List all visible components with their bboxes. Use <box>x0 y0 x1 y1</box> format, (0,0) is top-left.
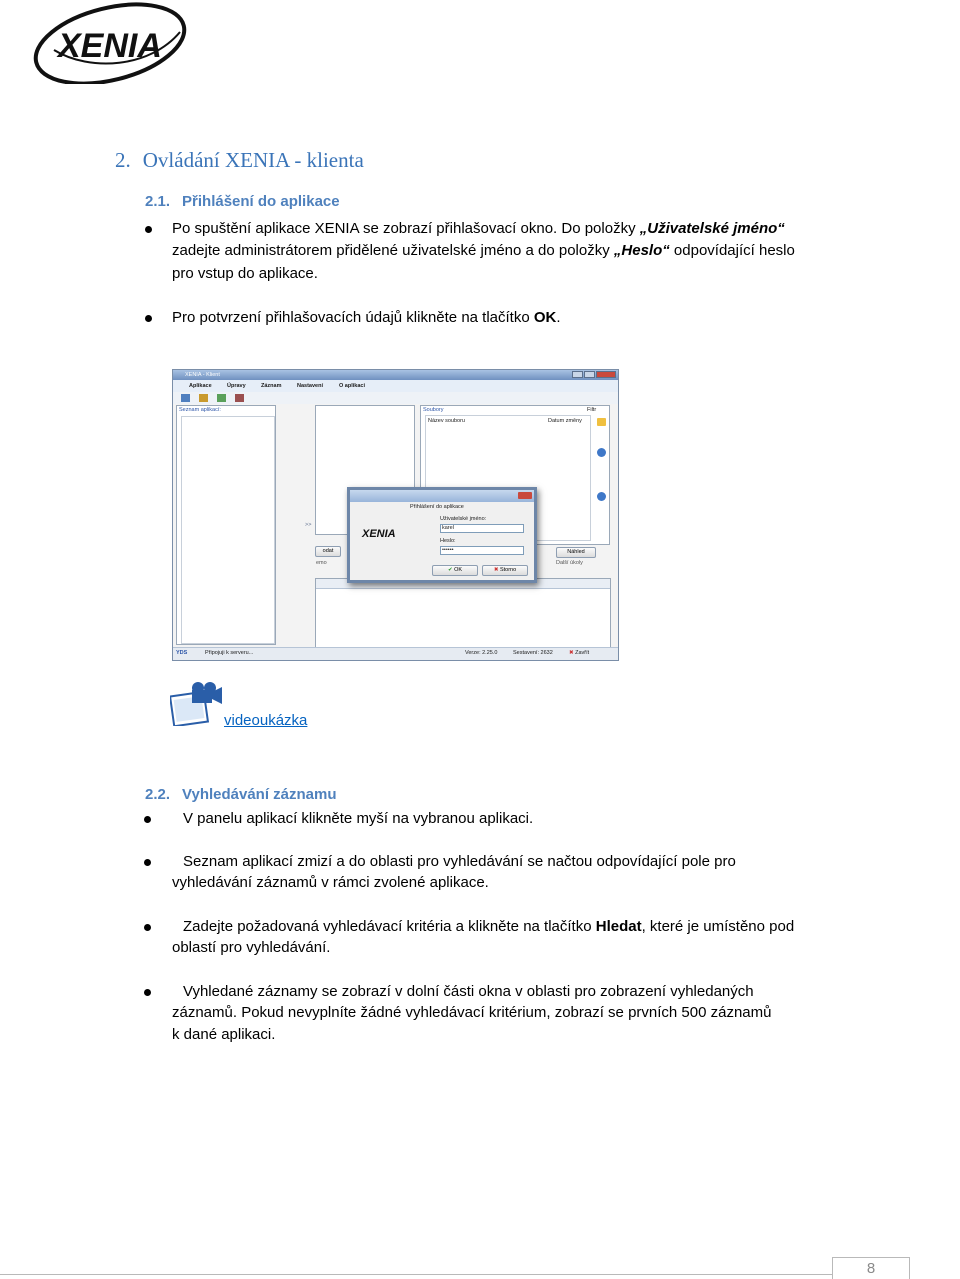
video-link[interactable]: videoukázka <box>224 712 308 729</box>
build-text: Sestavení: 2632 <box>513 650 553 656</box>
window-title: XENIA - Klient <box>185 372 220 378</box>
cancel-label: Storno <box>499 567 517 573</box>
more-tasks-button[interactable]: Další úkoly <box>556 560 583 566</box>
paragraph-line <box>172 240 795 262</box>
toolbar-icon[interactable] <box>199 394 208 402</box>
version-text: Verze: 2.25.0 <box>465 650 498 656</box>
text: odpovídající heslo <box>669 242 795 259</box>
paragraph-line <box>172 218 785 240</box>
minimize-icon[interactable] <box>572 371 583 378</box>
yds-logo: YDS <box>176 650 188 656</box>
cancel-button[interactable] <box>482 565 528 576</box>
col-date[interactable]: Datum změny <box>548 418 582 424</box>
subsection-title: Vyhledávání záznamu <box>182 786 337 803</box>
username-field[interactable] <box>440 524 524 533</box>
text: Po spuštění aplikace XENIA se zobrazí přihlašovací okno. Do položky <box>172 220 640 237</box>
search-keyword: Hledat <box>595 918 642 935</box>
section-title: Ovládání XENIA - klienta <box>142 148 364 172</box>
username-value: karel <box>442 525 454 531</box>
cross-icon: ✖ <box>493 567 499 573</box>
paragraph-line: vyhledávání záznamů v rámci zvolené aplikace. <box>172 874 489 891</box>
dialog-close-icon[interactable] <box>518 492 532 499</box>
bullet <box>144 816 151 823</box>
search-button[interactable]: odat <box>315 546 341 557</box>
maximize-icon[interactable] <box>584 371 595 378</box>
folder-icon[interactable] <box>597 418 606 426</box>
app-screenshot <box>172 369 619 661</box>
application-list[interactable] <box>181 416 275 644</box>
section-heading <box>115 148 364 173</box>
bullet <box>144 924 151 931</box>
ok-button[interactable] <box>432 565 478 576</box>
logo-text: XENIA <box>58 27 162 65</box>
password-value: •••••• <box>442 547 454 553</box>
toolbar-icon[interactable] <box>217 394 226 402</box>
bullet <box>144 989 151 996</box>
text: zadejte administrátorem přidělené uživatelské jméno a do položky <box>172 242 614 259</box>
password-label: Heslo: <box>440 538 456 544</box>
arrow-down-icon[interactable] <box>597 492 606 501</box>
window-titlebar <box>173 370 618 380</box>
results-grid[interactable] <box>315 578 611 648</box>
menu-item-nastaveni[interactable]: Nastavení <box>297 383 323 389</box>
dialog-titlebar <box>350 490 534 502</box>
video-camera-icon <box>170 680 225 726</box>
bullet <box>145 315 152 322</box>
close-label: Zavřít <box>575 650 590 656</box>
menu-item-o-aplikaci[interactable]: O aplikaci <box>339 383 365 389</box>
subsection-number: 2.2. <box>145 786 171 803</box>
toolbar <box>173 392 618 404</box>
cross-icon: ✖ <box>569 650 574 656</box>
menu-item-zaznam[interactable]: Záznam <box>261 383 282 389</box>
paragraph-line: Seznam aplikací zmizí a do oblasti pro vyhledávání se načtou odpovídající pole pro <box>183 853 736 870</box>
bullet <box>144 859 151 866</box>
status-bar <box>173 647 618 660</box>
subsection-heading-2-2 <box>145 786 337 803</box>
check-icon: ✔ <box>447 567 453 573</box>
files-title: Soubory <box>423 407 444 413</box>
text: Pro potvrzení přihlašovacích údajů klikněte na tlačítko <box>172 309 534 326</box>
text: . <box>556 309 561 326</box>
ok-keyword: OK <box>533 309 557 326</box>
demo-label: emo <box>316 560 327 566</box>
col-file-name[interactable]: Název souboru <box>428 418 465 424</box>
subsection-title: Přihlášení do aplikace <box>182 193 340 210</box>
paragraph-line: pro vstup do aplikace. <box>172 265 318 282</box>
arrow-up-icon[interactable] <box>597 448 606 457</box>
section-number: 2. <box>115 148 131 172</box>
dialog-title: Přihlášení do aplikace <box>410 504 464 510</box>
username-label: Uživatelské jméno: <box>440 516 487 522</box>
password-field[interactable] <box>440 546 524 555</box>
toolbar-icon[interactable] <box>235 394 244 402</box>
xenia-logo <box>30 2 190 84</box>
text: , které je umístěno pod <box>641 918 795 935</box>
subsection-heading-2-1 <box>145 193 340 210</box>
filter-button[interactable]: Filtr <box>587 407 597 413</box>
close-app-button[interactable] <box>569 650 589 656</box>
bullet <box>145 226 152 233</box>
subsection-number: 2.1. <box>145 193 171 210</box>
paragraph-line: V panelu aplikací klikněte myší na vybranou aplikaci. <box>183 810 534 827</box>
preview-button[interactable]: Náhled <box>556 547 596 558</box>
close-icon[interactable] <box>596 371 616 378</box>
field-name-password: „Heslo“ <box>613 242 670 259</box>
expand-arrow[interactable]: >> <box>305 522 312 528</box>
toolbar-icon[interactable] <box>181 394 190 402</box>
paragraph-line: k dané aplikaci. <box>172 1026 276 1043</box>
footer-divider <box>0 1274 832 1275</box>
menu-item-aplikace[interactable]: Aplikace <box>189 383 212 389</box>
paragraph-line <box>172 307 561 329</box>
menu-item-upravy[interactable]: Úpravy <box>227 383 246 389</box>
application-list-pane[interactable] <box>176 405 276 645</box>
status-text: Připojuji k serveru... <box>205 650 254 656</box>
field-name-username: „Uživatelské jméno“ <box>639 220 785 237</box>
dialog-logo: XENIA <box>362 528 396 540</box>
paragraph-line: oblastí pro vyhledávání. <box>172 939 331 956</box>
login-dialog <box>347 487 537 583</box>
ok-label: OK <box>454 567 463 573</box>
paragraph-line <box>183 916 794 938</box>
paragraph-line: záznamů. Pokud nevyplníte žádné vyhledávací kritérium, zobrazí se prvních 500 záznamů <box>172 1004 772 1021</box>
text: Zadejte požadovaná vyhledávací kritéria a klikněte na tlačítko <box>183 918 596 935</box>
application-list-title: Seznam aplikací: <box>179 407 221 413</box>
page-number: 8 <box>866 1260 876 1277</box>
paragraph-line: Vyhledané záznamy se zobrazí v dolní části okna v oblasti pro zobrazení vyhledaných <box>183 983 754 1000</box>
